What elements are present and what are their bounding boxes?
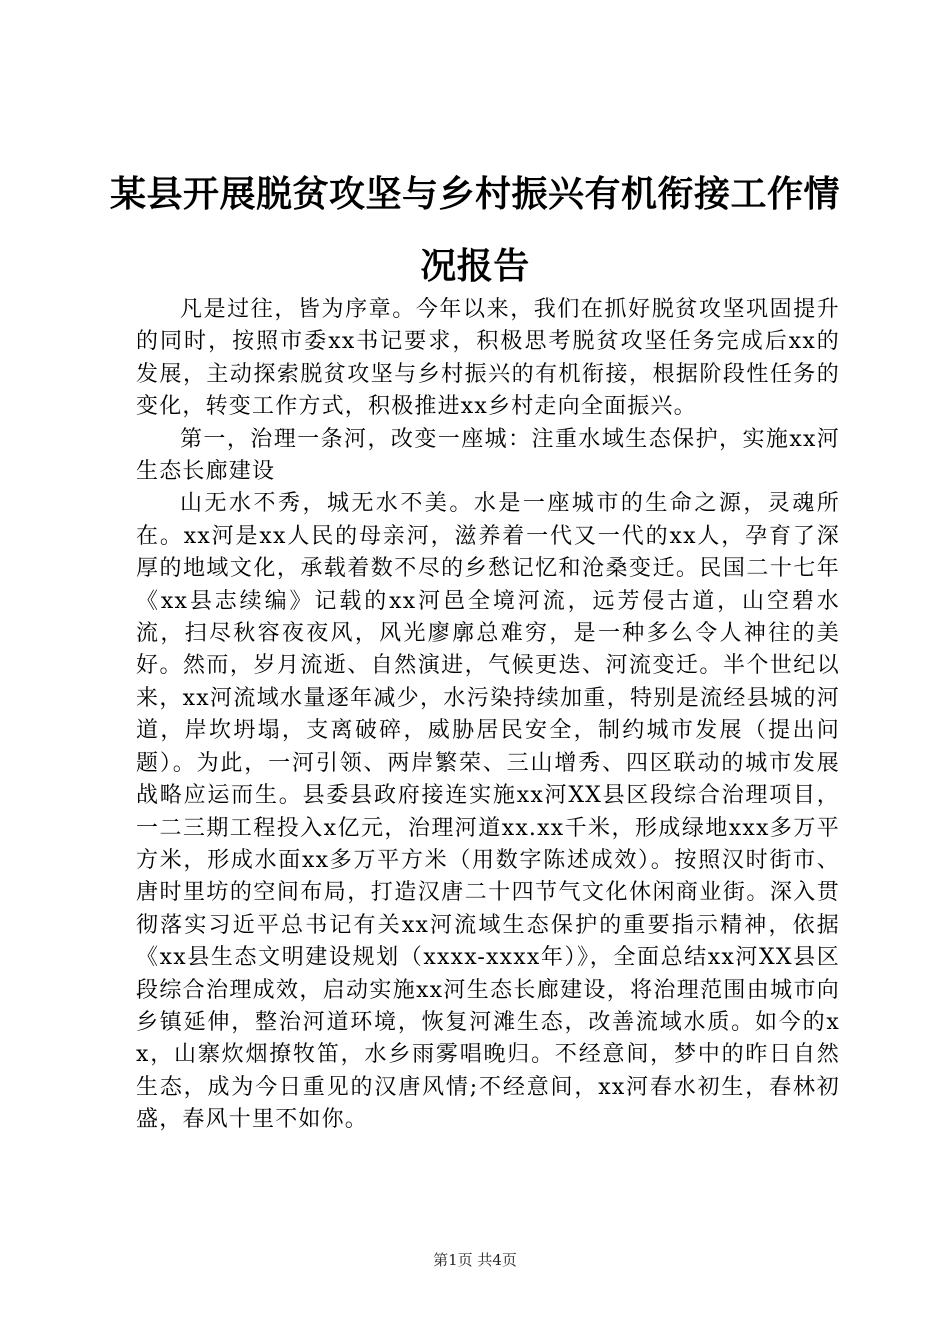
section-paragraph: 山无水不秀，城无水不美。水是一座城市的生命之源，灵魂所在。xx河是xx人民的母亲河，滋养着一代又一代的xx人，孕育了深厚的地域文化，承载着数不尽的乡愁记忆和沧桑变迁。民国二十七年《xx县志续编》记载的xx河邑全境河流，远芳侵古道，山空碧水流，扫尽秋容夜夜风，风光廖廓总难穷，是一种多么令人神往的美好。然而，岁月流逝、自然演进，气候更迭、河流变迁。半个世纪以来，xx河流域水量逐年减少，水污染持续加重，特别是流经县城的河道，岸坎坍塌，支离破碎，威胁居民安全，制约城市发展（提出问题）。为此，一河引领、两岸繁荣、三山增秀、四区联动的城市发展战略应运而生。县委县政府接连实施xx河XX县区段综合治理项目，一二三期工程投入x亿元，治理河道xx.xx千米，形成绿地xxx多万平方米，形成水面xx多万平方米（用数字陈述成效）。按照汉时街市、唐时里坊的空间布局，打造汉唐二十四节气文化休闲商业街。深入贯彻落实习近平总书记有关xx河流域生态保护的重要指示精神，依据《xx县生态文明建设规划（xxxx-xxxx年）》，全面总结xx河XX县区段综合治理成效，启动实施xx河生态长廊建设，将治理范围由城市向乡镇延伸，整治河道环境，恢复河滩生态，改善流域水质。如今的xx，山寨炊烟撩牧笛，水乡雨雾唱晚归。不经意间，梦中的昨日自然生态，成为今日重见的汉唐风情;不经意间，xx河春水初生，春林初盛，春风十里不如你。	[136, 491, 840, 1133]
document-body	[136, 294, 840, 1137]
intro-paragraph: 凡是过往，皆为序章。今年以来，我们在抓好脱贫攻坚巩固提升的同时，按照市委xx书记要求，积极思考脱贫攻坚任务完成后xx的发展，主动探索脱贫攻坚与乡村振兴的有机衔接，根据阶段性任务的变化，转变工作方式，积极推进xx乡村走向全面振兴。	[136, 297, 840, 420]
document-title: 某县开展脱贫攻坚与乡村振兴有机衔接工作情况报告	[110, 173, 841, 287]
section-heading: 第一，治理一条河，改变一座城：注重水域生态保护，实施xx河生态长廊建设	[136, 426, 840, 485]
page-footer: 第1页 共4页	[433, 1251, 517, 1269]
